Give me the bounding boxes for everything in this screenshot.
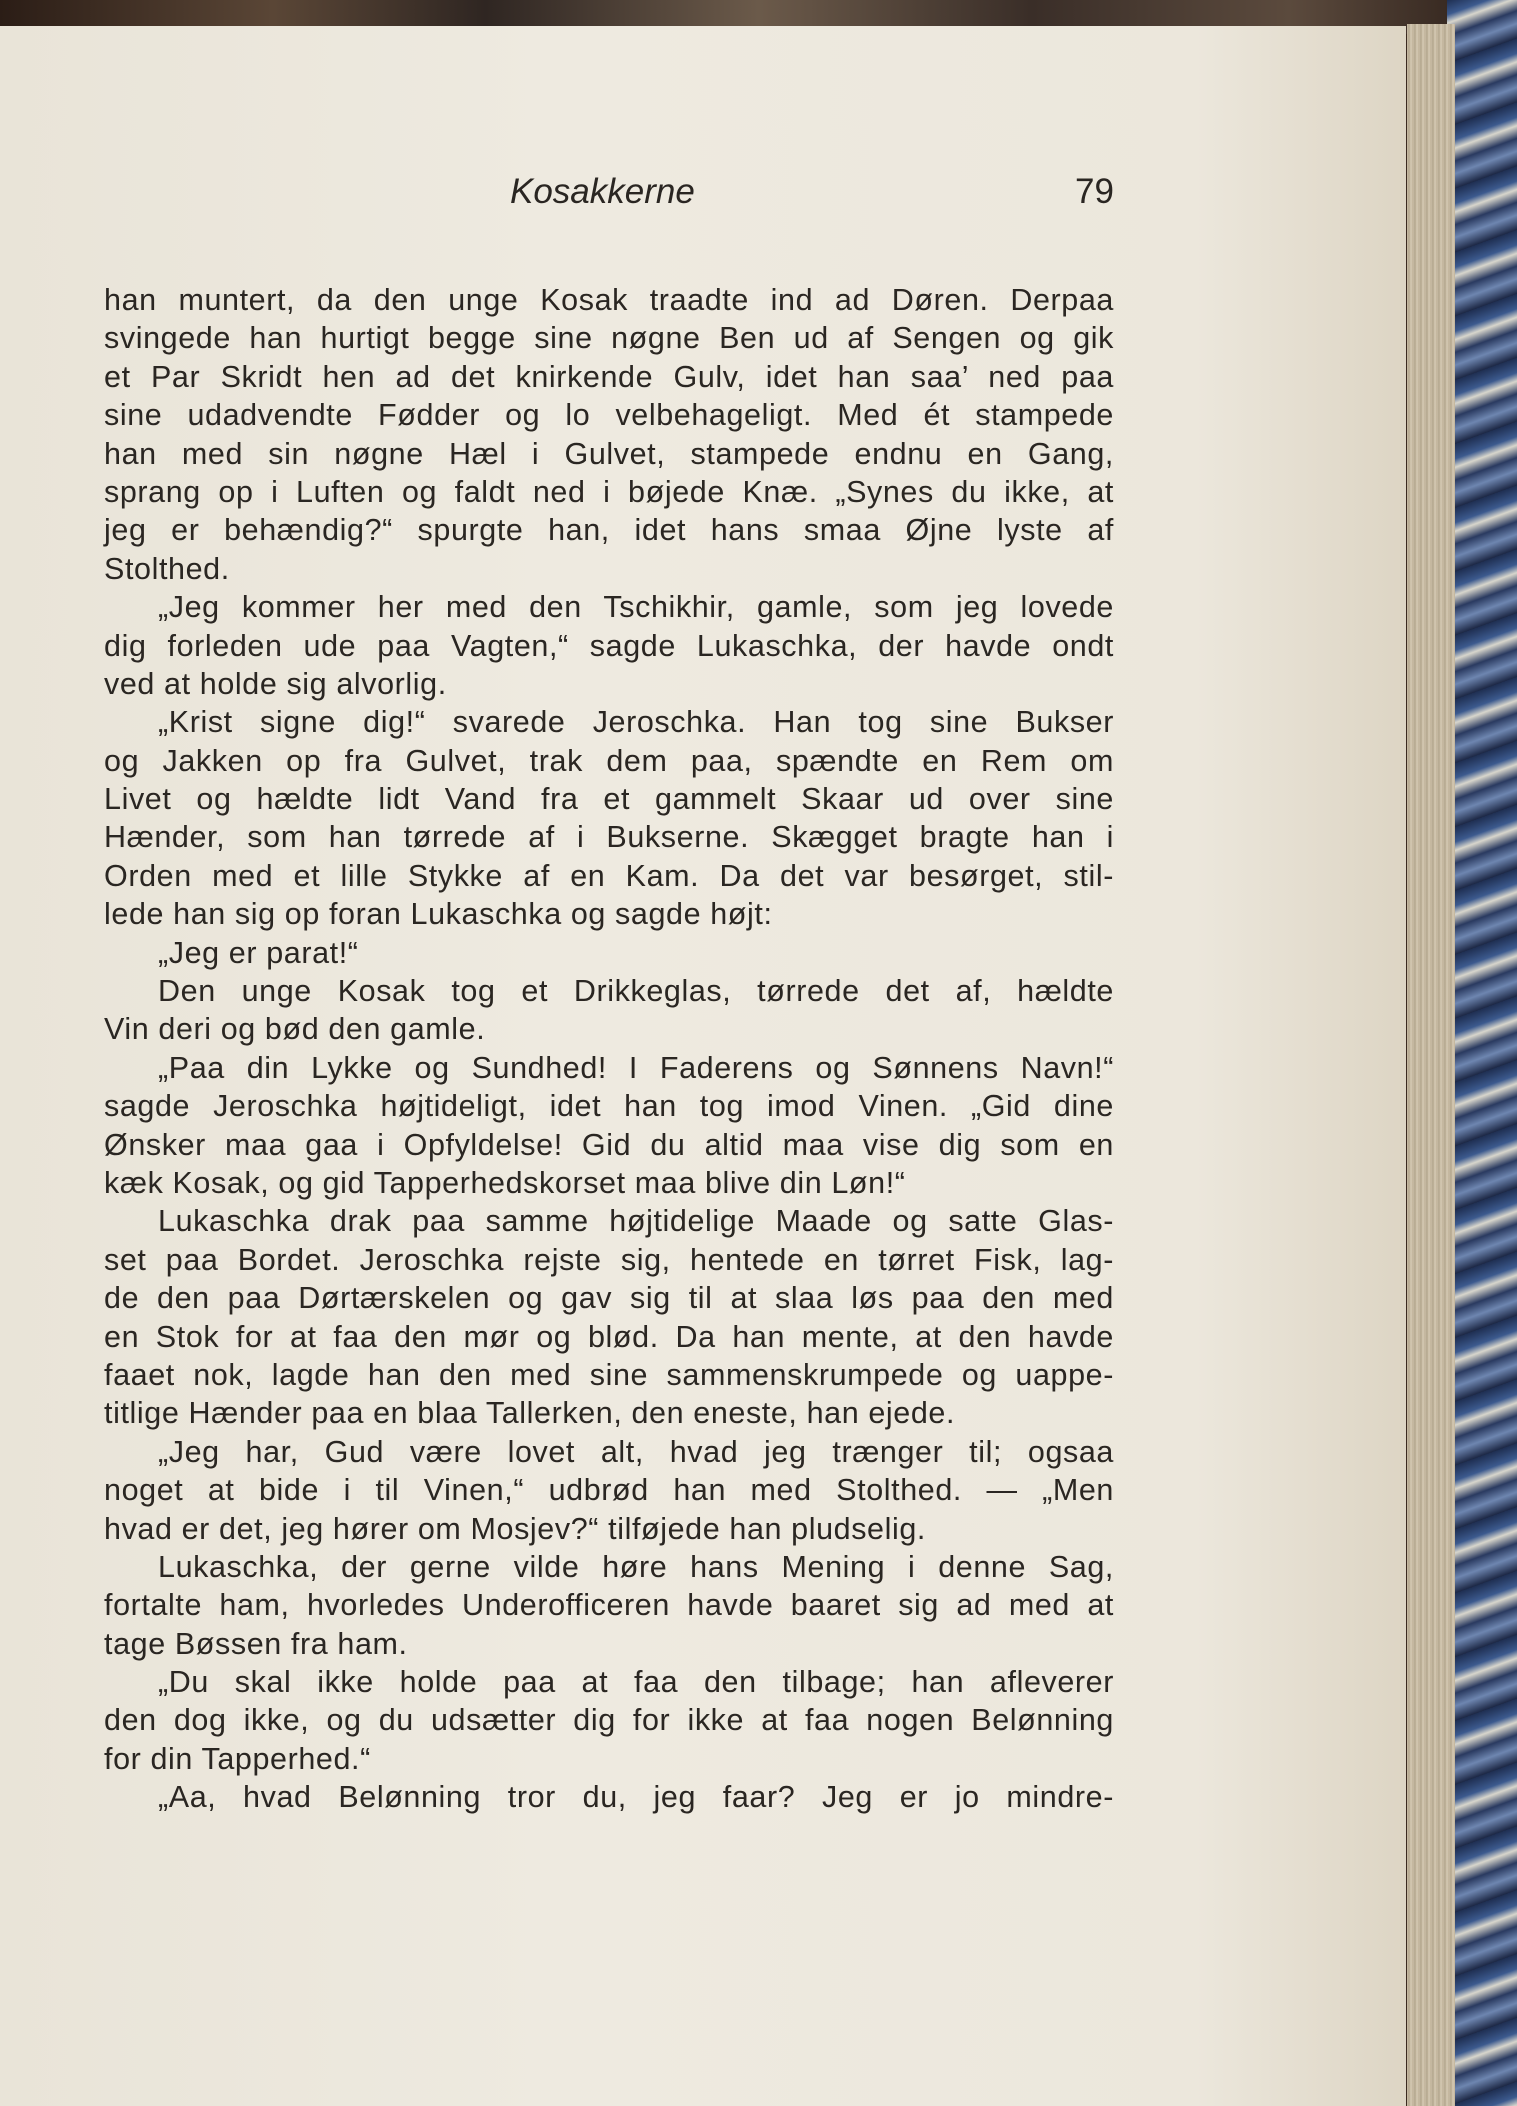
marbled-cover-edge [1447, 0, 1517, 2106]
text-line: jeg er behændig?“ spurgte han, idet hans smaa Øjne lyste af [104, 513, 1114, 548]
text-line: „Aa, hvad Belønning tror du, jeg faar? Jeg er jo mindre- [158, 1780, 1114, 1815]
text-line: Ønsker maa gaa i Opfyldelse! Gid du altid maa vise dig som en [104, 1127, 1114, 1162]
text-line: „Jeg kommer her med den Tschikhir, gamle, som jeg lovede [158, 590, 1114, 625]
page-edges [1407, 24, 1455, 2106]
text-line: han med sin nøgne Hæl i Gulvet, stampede endnu en Gang, [104, 436, 1114, 471]
text-line: Orden med et lille Stykke af en Kam. Da det var besørget, stil- [104, 858, 1114, 893]
text-line: dig forleden ude paa Vagten,“ sagde Lukaschka, der havde ondt [104, 628, 1114, 663]
text-line: „Paa din Lykke og Sundhed! I Faderens og Sønnens Navn!“ [158, 1050, 1114, 1085]
text-line: titlige Hænder paa en blaa Tallerken, den eneste, han ejede. [104, 1396, 956, 1431]
text-line: sine udadvendte Fødder og lo velbehageligt. Med ét stampede [104, 398, 1114, 433]
text-line: faaet nok, lagde han den med sine sammenskrumpede og uappe- [104, 1357, 1114, 1392]
text-line: sprang op i Luften og faldt ned i bøjede Knæ. „Synes du ikke, at [104, 474, 1114, 509]
text-line: svingede han hurtigt begge sine nøgne Ben ud af Sengen og gik [104, 321, 1114, 356]
body-text [104, 281, 1114, 1817]
text-line: set paa Bordet. Jeroschka rejste sig, hentede en tørret Fisk, lag- [104, 1242, 1114, 1277]
text-line: en Stok for at faa den mør og blød. Da han mente, at den havde [104, 1319, 1114, 1354]
text-line: Den unge Kosak tog et Drikkeglas, tørrede det af, hældte [158, 974, 1114, 1009]
text-line: og Jakken op fra Gulvet, trak dem paa, spændte en Rem om [104, 743, 1114, 778]
text-line: Livet og hældte lidt Vand fra et gammelt Skaar ud over sine [104, 782, 1114, 817]
text-line: Lukaschka drak paa samme højtidelige Maade og satte Glas- [158, 1204, 1114, 1239]
text-line: Lukaschka, der gerne vilde høre hans Mening i denne Sag, [158, 1549, 1114, 1584]
text-line: „Krist signe dig!“ svarede Jeroschka. Han tog sine Bukser [158, 705, 1114, 740]
text-line: Stolthed. [104, 551, 230, 586]
text-line: Vin deri og bød den gamle. [104, 1012, 486, 1047]
text-line: hvad er det, jeg hører om Mosjev?“ tilføjede han pludselig. [104, 1511, 927, 1546]
text-line: Hænder, som han tørrede af i Bukserne. Skægget bragte han i [104, 820, 1114, 855]
text-line: et Par Skridt hen ad det knirkende Gulv, idet han saa’ ned paa [104, 359, 1114, 394]
text-line: kæk Kosak, og gid Tapperhedskorset maa blive din Løn!“ [104, 1165, 906, 1200]
text-line: „Jeg er parat!“ [158, 935, 359, 970]
text-line: den dog ikke, og du udsætter dig for ikke at faa nogen Belønning [104, 1703, 1114, 1738]
text-line: tage Bøssen fra ham. [104, 1626, 408, 1661]
text-line: han muntert, da den unge Kosak traadte ind ad Døren. Derpaa [104, 283, 1114, 317]
text-line: „Du skal ikke holde paa at faa den tilbage; han afleverer [158, 1665, 1114, 1700]
page-number: 79 [1075, 172, 1114, 211]
text-line: „Jeg har, Gud være lovet alt, hvad jeg trænger til; ogsaa [158, 1434, 1114, 1469]
running-title: Kosakkerne [510, 172, 695, 211]
text-line: for din Tapperhed.“ [104, 1741, 371, 1776]
text-line: de den paa Dørtærskelen og gav sig til at slaa løs paa den med [104, 1281, 1114, 1316]
text-line: noget at bide i til Vinen,“ udbrød han med Stolthed. — „Men [104, 1473, 1114, 1508]
text-line: ved at holde sig alvorlig. [104, 666, 447, 701]
text-line: sagde Jeroschka højtideligt, idet han tog imod Vinen. „Gid dine [104, 1089, 1114, 1124]
text-line: lede han sig op foran Lukaschka og sagde højt: [104, 897, 773, 932]
text-line: fortalte ham, hvorledes Underofficeren havde baaret sig ad med at [104, 1588, 1114, 1623]
book-page [0, 26, 1406, 2106]
